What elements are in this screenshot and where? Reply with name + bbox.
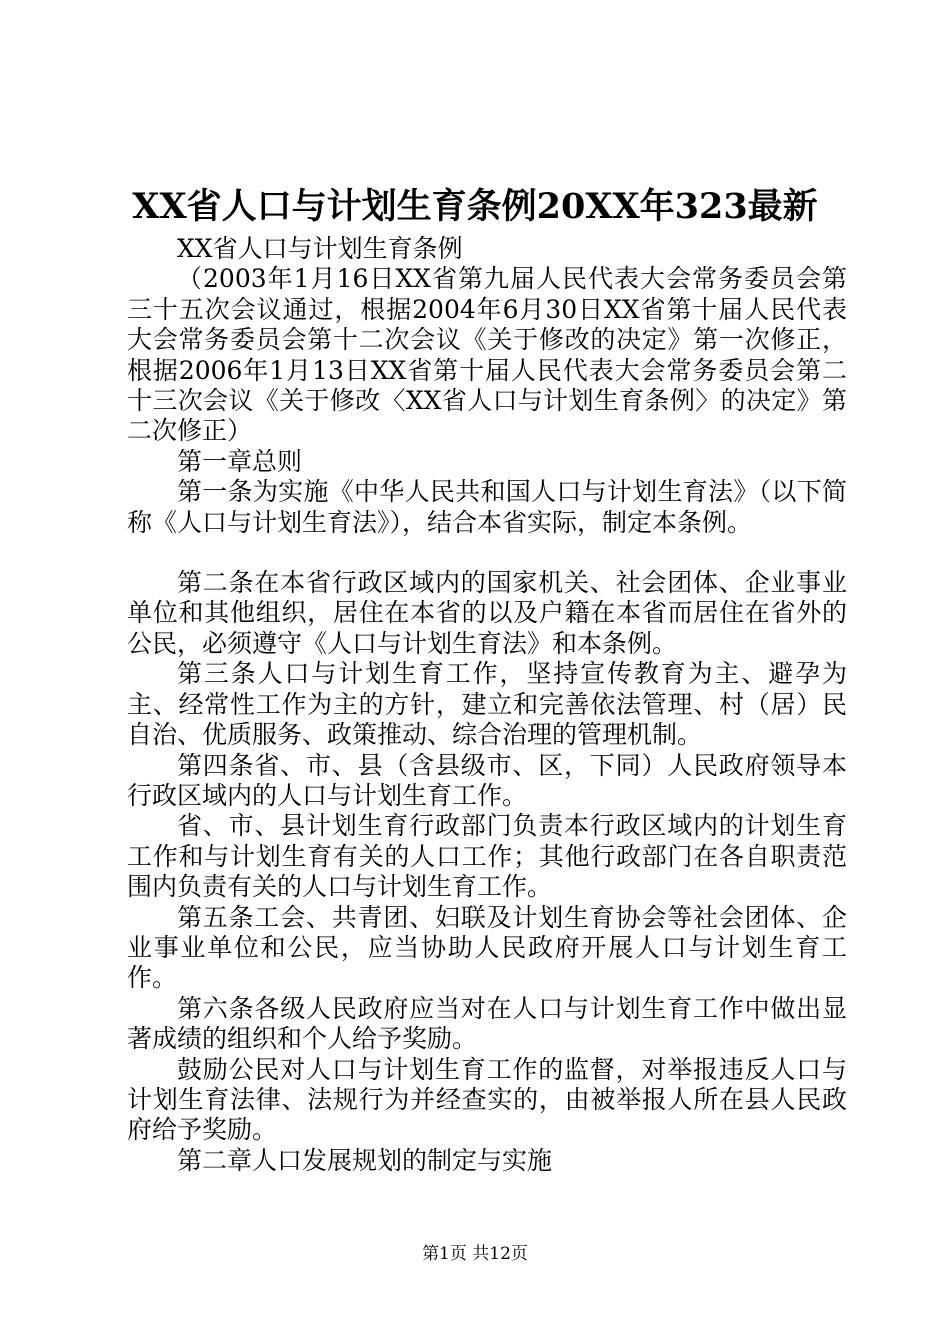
paragraph-chapter-2-heading: 第二章人口发展规划的制定与实施 [177,1145,553,1175]
paragraph-article-6: 第六条各级人民政府应当对在人口与计划生育工作中做出显著成绩的组织和个人给予奖励。 [127,993,847,1054]
paragraph-article-4: 第四条省、市、县（含县级市、区，下同）人民政府领导本行政区域内的人口与计划生育工作。 [127,750,847,810]
paragraph-amendment-note: （2003年1月16日XX省第九届人民代表大会常务委员会第三十五次会议通过，根据2004年6月30日XX省第十届人民代表大会常务委员会第十二次会议《关于修改的决定》第一次修正，根据2006年1月13日XX省第十届人民代表大会常务委员会第二十三次会议《关于修改〈XX省人口与计划生育条例〉的决定》第二次修正） [127,264,847,446]
paragraph-article-1: 第一条为实施《中华人民共和国人口与计划生育法》（以下简称《人口与计划生育法》），结合本省实际，制定本条例。 [127,477,847,537]
paragraph-chapter-1-heading: 第一章总则 [177,446,303,476]
paragraph-article-6-clause-2: 鼓励公民对人口与计划生育工作的监督，对举报违反人口与计划生育法律、法规行为并经查实的，由被举报人所在县人民政府给予奖励。 [127,1054,847,1145]
document-body [127,234,847,1176]
paragraph-article-5: 第五条工会、共青团、妇联及计划生育协会等社会团体、企业事业单位和公民，应当协助人民政府开展人口与计划生育工作。 [127,902,847,993]
document-title: XX省人口与计划生育条例20XX年323最新 [132,186,818,227]
paragraph-article-4-clause-2: 省、市、县计划生育行政部门负责本行政区域内的计划生育工作和与计划生育有关的人口工作；其他行政部门在各自职责范围内负责有关的人口与计划生育工作。 [127,811,847,902]
page-number-footer: 第1页 共12页 [422,1244,528,1264]
paragraph-subtitle: XX省人口与计划生育条例 [177,234,463,263]
paragraph-article-2: 第二条在本省行政区域内的国家机关、社会团体、企业事业单位和其他组织，居住在本省的以及户籍在本省而居住在省外的公民，必须遵守《人口与计划生育法》和本条例。 [127,568,847,658]
paragraph-article-3: 第三条人口与计划生育工作，坚持宣传教育为主、避孕为主、经常性工作为主的方针，建立和完善依法管理、村（居）民自治、优质服务、政策推动、综合治理的管理机制。 [127,659,847,750]
